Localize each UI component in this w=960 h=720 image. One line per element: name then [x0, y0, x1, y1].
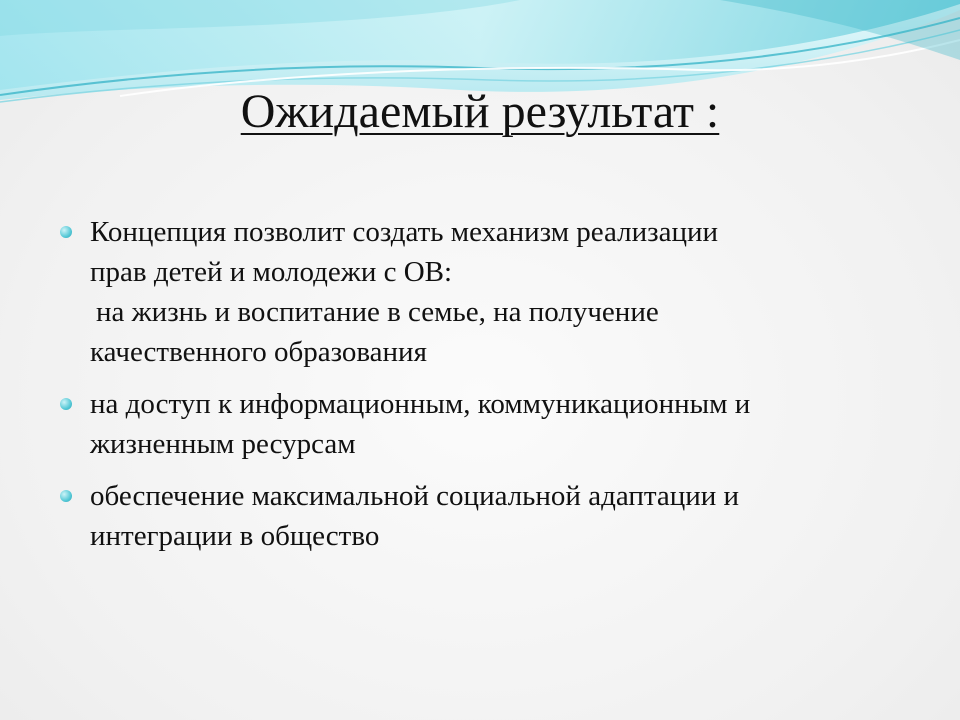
- slide-title-text: Ожидаемый результат :: [240, 85, 720, 138]
- item-line: качественного образования: [90, 336, 427, 368]
- bullet-list: [60, 212, 900, 568]
- item-line: жизненным ресурсам: [90, 428, 356, 460]
- item-line: на доступ к информационным, коммуникационным и: [90, 388, 751, 420]
- bullet-dot-icon: [60, 226, 72, 238]
- item-line: прав детей и молодежи с ОВ:: [90, 256, 453, 288]
- item-line: на жизнь и воспитание в семье, на получение: [96, 296, 659, 328]
- item-line: обеспечение максимальной социальной адаптации и: [90, 480, 740, 512]
- bullet-dot-icon: [60, 490, 72, 502]
- item-line: Концепция позволит создать механизм реализации: [90, 216, 719, 248]
- list-item: [60, 212, 900, 372]
- list-item: [60, 384, 900, 464]
- bullet-dot-icon: [60, 398, 72, 410]
- slide-title: [0, 84, 960, 139]
- list-item: [60, 476, 900, 556]
- item-line: интеграции в общество: [90, 520, 380, 552]
